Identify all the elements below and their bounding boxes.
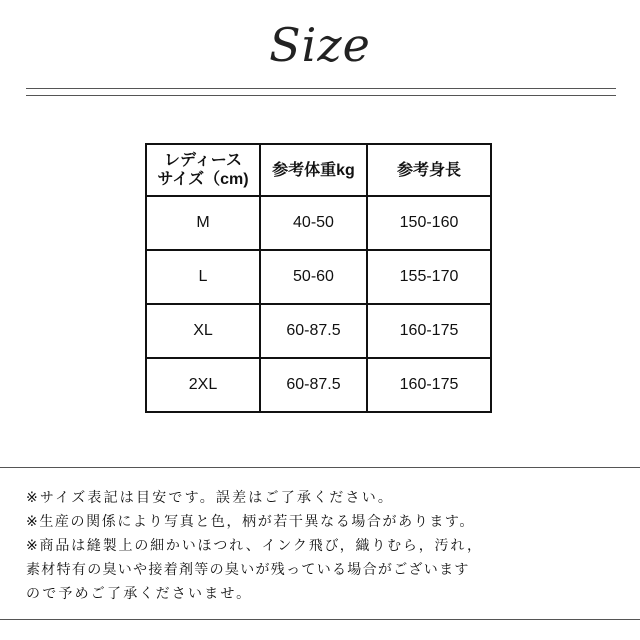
table-header-row	[146, 144, 491, 196]
table-row	[146, 250, 491, 304]
header-size-cell	[146, 144, 260, 196]
note-line: ※生産の関係により写真と色，柄が若干異なる場合があります。	[26, 514, 476, 530]
size-table	[145, 143, 492, 413]
size-cell: L	[146, 250, 260, 304]
note-line: 素材特有の臭いや接着剤等の臭いが残っている場合がございます	[26, 562, 470, 578]
height-cell: 150-160	[367, 196, 491, 250]
title-divider-bottom	[26, 95, 616, 96]
weight-cell: 60-87.5	[260, 358, 367, 412]
size-cell: M	[146, 196, 260, 250]
weight-cell: 60-87.5	[260, 304, 367, 358]
header-size-line2: サイズ（cm)	[157, 171, 249, 188]
weight-cell: 40-50	[260, 196, 367, 250]
size-cell: XL	[146, 304, 260, 358]
note-line: ので予めご了承くださいませ。	[26, 586, 253, 602]
title-divider-top	[26, 88, 616, 89]
size-cell: 2XL	[146, 358, 260, 412]
notes-section	[0, 467, 640, 620]
note-line: ※商品は縫製上の細かいほつれ、インク飛び，織りむら，汚れ，	[26, 538, 483, 554]
weight-cell: 50-60	[260, 250, 367, 304]
height-cell: 160-175	[367, 358, 491, 412]
page-title: Size	[269, 18, 371, 72]
table-row	[146, 358, 491, 412]
header-weight-cell: 参考体重kg	[260, 144, 367, 196]
table-row	[146, 196, 491, 250]
height-cell: 160-175	[367, 304, 491, 358]
header-size-line1: レディース	[164, 152, 242, 169]
height-cell: 155-170	[367, 250, 491, 304]
table-row	[146, 304, 491, 358]
header-height-cell: 参考身長	[367, 144, 491, 196]
note-line: ※サイズ表記は目安です。誤差はご了承ください。	[26, 490, 395, 506]
